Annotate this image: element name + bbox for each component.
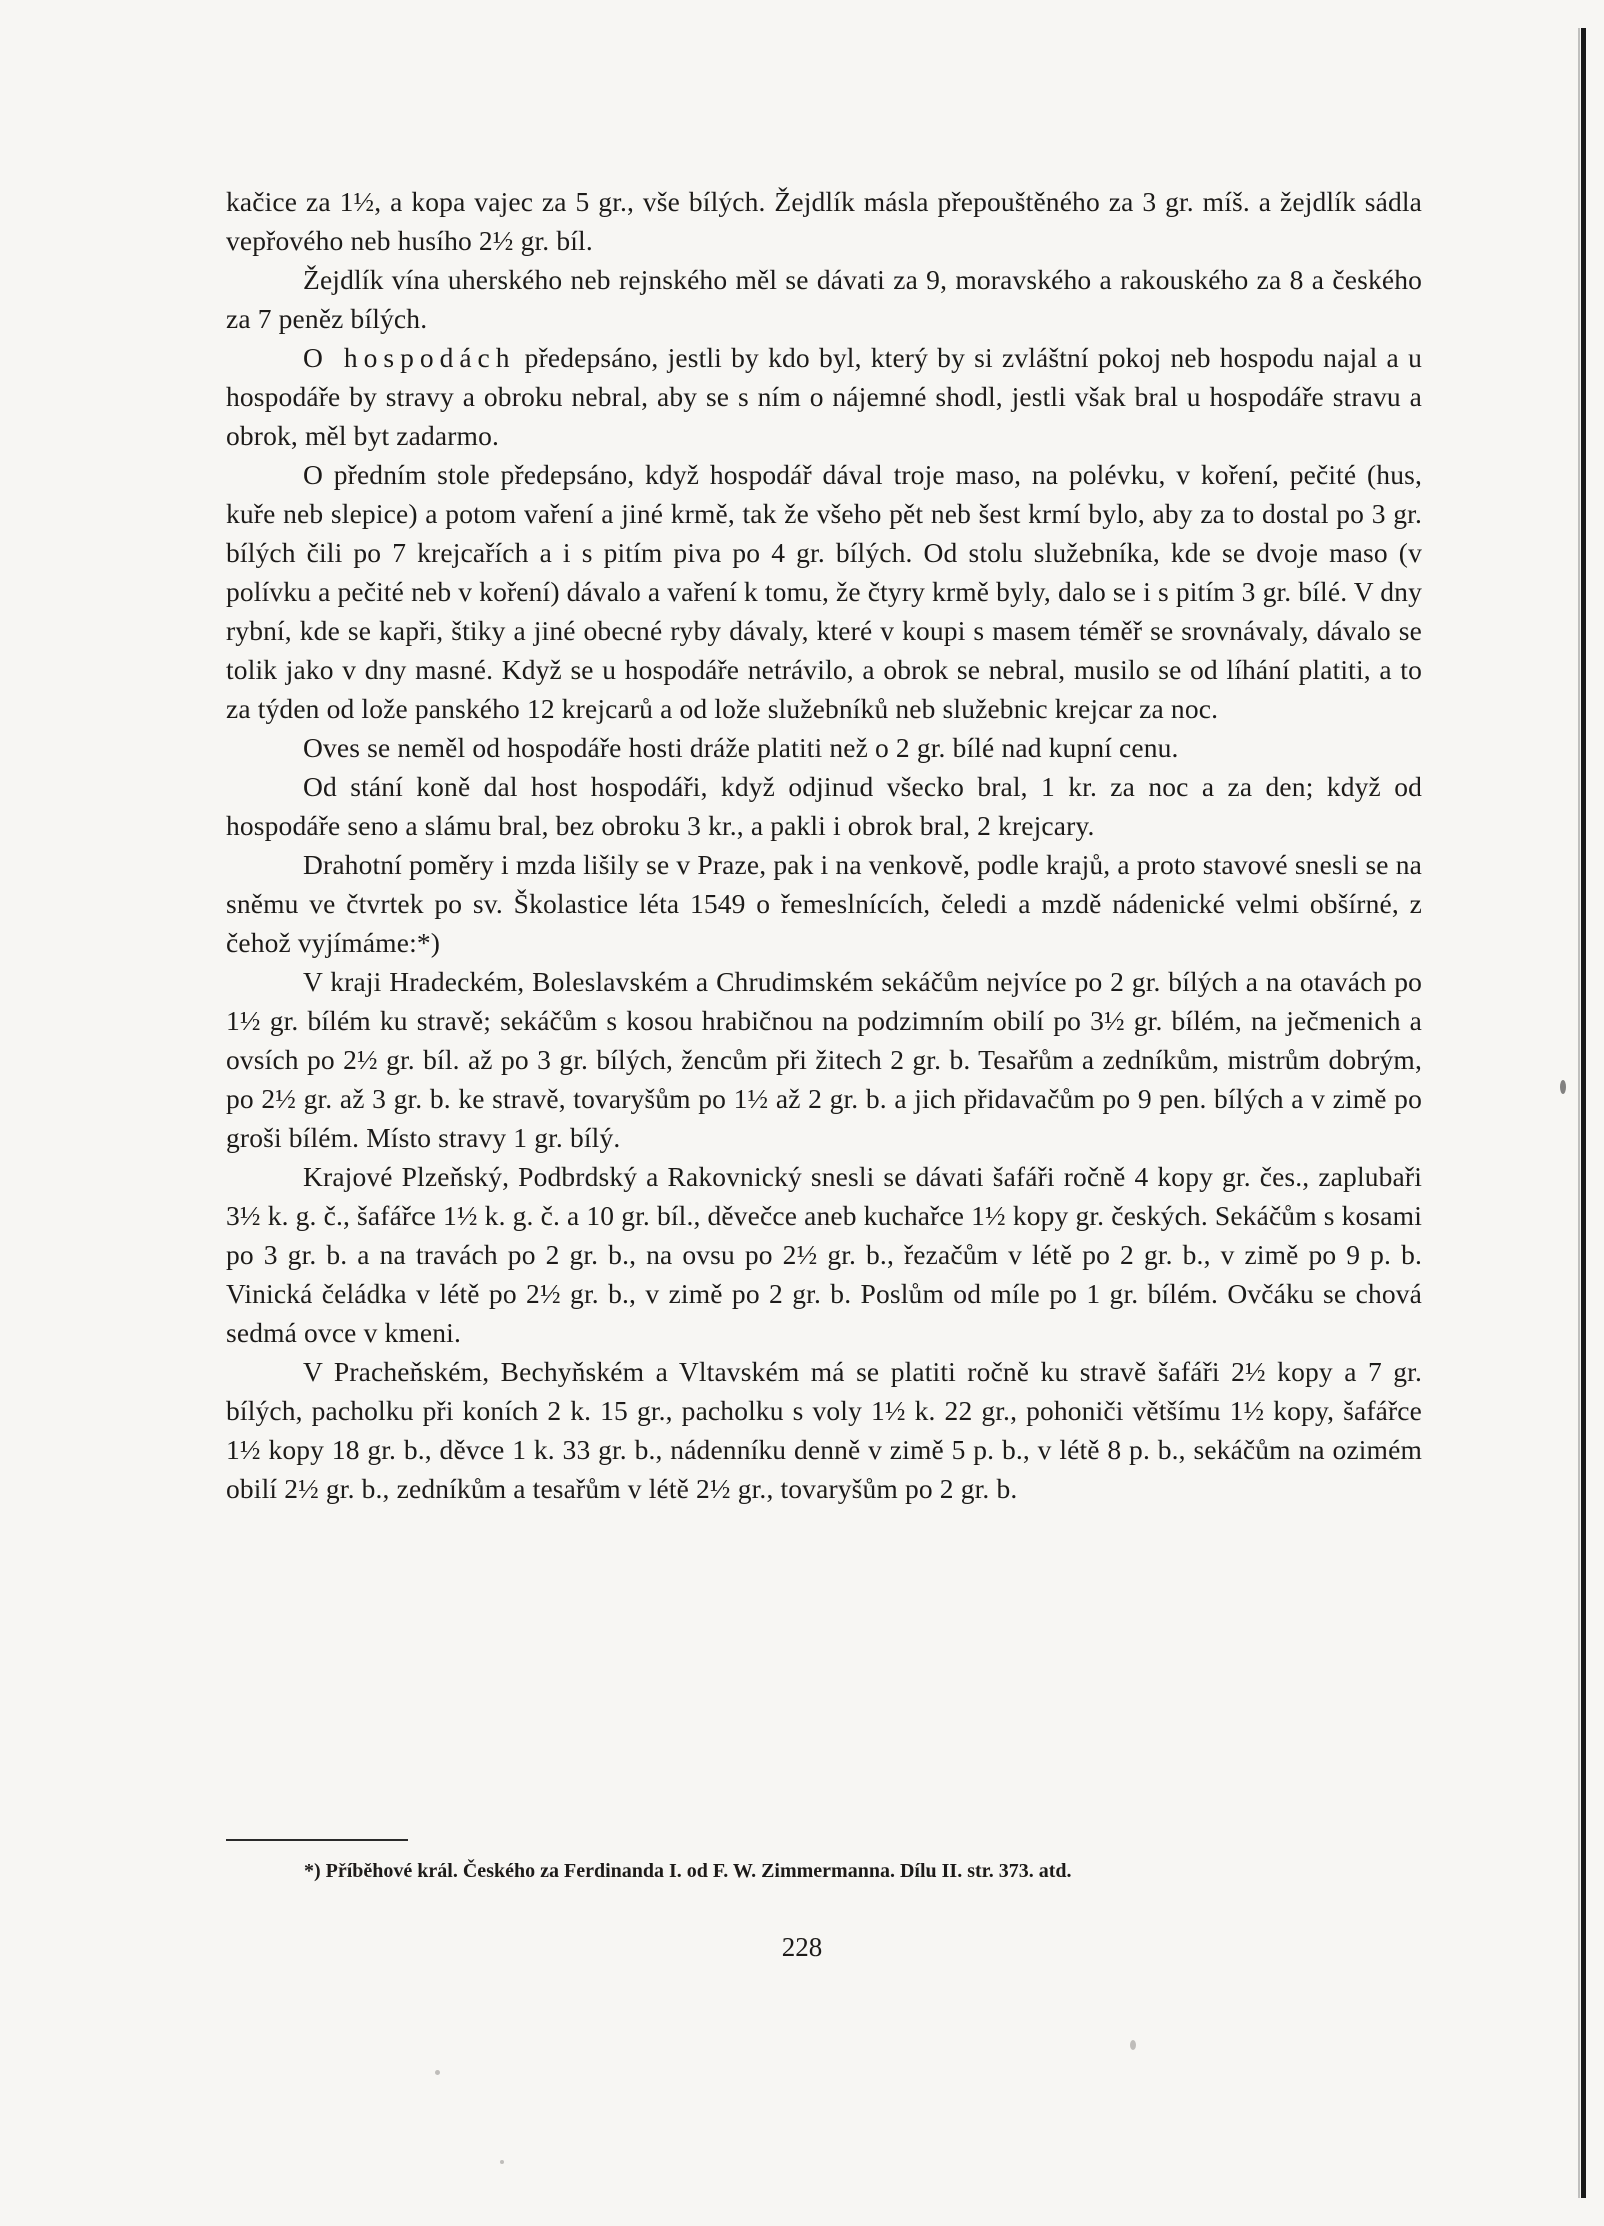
paragraph-8: V kraji Hradeckém, Boleslavském a Chrudimském sekáčům nejvíce po 2 gr. bílých a na otavách po 1½ gr. bílém ku stravě; sekáčům s kosou hrabičnou na podzimním obilí po 3½ gr. bílém, na ječmenich a ovsích po 2½ gr. bíl. až po 3 gr. bílých, žencům při žitech 2 gr. b. Tesařům a zedníkům, mistrům dobrým, po 2½ gr. až 3 gr. b. ke stravě, tovaryšům po 1½ až 2 gr. b. a jich přidavačům po 9 pen. bílých a v zimě po groši bílém. Místo stravy 1 gr. bílý. [226,966,1422,1153]
paragraph-3-rest: neb hospodu najal a u hospodáře by stravy a obroku nebral, aby se s ním o nájemné shodl, jestli však bral u hospodáře stravu a obrok, měl byt zadarmo. [226,342,1422,451]
paper-speck [435,2070,440,2075]
spaced-heading-word: O hospodách [303,342,516,373]
paper-speck [1130,2040,1136,2050]
paragraph-3-lead: předepsáno, jestli by kdo byl, který by si zvláštní pokoj [515,342,1162,373]
page-edge-shadow-line-secondary [1578,28,1580,2198]
paragraph-9: Krajové Plzeňský, Podbrdský a Rakovnický snesli se dávati šafáři ročně 4 kopy gr. čes., zaplubaři 3½ k. g. č., šafářce 1½ k. g. č. a 10 gr. bíl., děvečce aneb kuchařce 1½ kopy gr. českých. Sekáčům s kosami po 3 gr. b. a na travách po 2 gr. b., na ovsu po 2½ gr. b., řezačům v létě po 2 gr. b., v zimě po 9 p. b. Vinická čeládka v létě po 2½ gr. b., v zimě po 2 gr. b. Poslům od míle po 1 gr. bílém. Ovčáku se chová sedmá ovce v kmeni. [226,1161,1422,1348]
paragraph-2: Žejdlík vína uherského neb rejnského měl se dávati za 9, moravského a rakouského za 8 a českého za 7 peněz bílých. [226,264,1422,334]
paper-speck [1560,1080,1566,1094]
paragraph-6: Od stání koně dal host hospodáři, když odjinud všecko bral, 1 kr. za noc a za den; když od hospodáře seno a slámu bral, bez obroku 3 kr., a pakli i obrok bral, 2 krejcary. [226,771,1422,841]
paragraph-1: kačice za 1½, a kopa vajec za 5 gr., vše bílých. Žejdlík másla přepouštěného za 3 gr. míš. a žejdlík sádla vepřového neb husího 2½ gr. bíl. [226,186,1422,256]
paragraph-5: Oves se neměl od hospodáře hosti dráže platiti než o 2 gr. bílé nad kupní cenu. [303,732,1179,763]
footnote-divider [226,1839,408,1841]
page-number: 228 [781,1932,823,1962]
page-edge-shadow-line [1581,28,1586,2198]
paragraph-3 [226,338,1422,455]
paragraph-4: O předním stole předepsáno, když hospodář dával troje maso, na polévku, v koření, pečité (hus, kuře neb slepice) a potom vaření a jiné krmě, tak že všeho pět neb šest krmí bylo, aby za to dostal po 3 gr. bílých čili po 7 krejcařích a i s pitím piva po 4 gr. bílých. Od stolu služebníka, kde se dvoje maso (v polívku a pečité neb v koření) dávalo a vaření k tomu, že čtyry krmě byly, dalo se i s pitím 3 gr. bílé. V dny rybní, kde se kapři, štiky a jiné obecné ryby dávaly, které v koupi s masem téměř se srovnávaly, dávalo se tolik jako v dny masné. Když se u hospodáře netrávilo, a obrok se nebral, musilo se od líhání platiti, a to za týden od lože panského 12 krejcarů a od lože služebníků neb služebnic krejcar za noc. [226,459,1422,724]
main-text [226,182,1422,1508]
paragraph-7: Drahotní poměry i mzda lišily se v Praze, pak i na venkově, podle krajů, a proto stavové snesli se na sněmu ve čtvrtek po sv. Školastice léta 1549 o řemeslnících, čeledi a mzdě nádenické velmi obšírné, z čehož vyjímáme:*) [226,849,1422,958]
footnote: *) Příběhové král. Českého za Ferdinanda I. od F. W. Zimmermanna. Dílu II. str. 373. atd. [304,1860,1072,1882]
paper-speck [500,2160,504,2164]
paragraph-10: V Pracheňském, Bechyňském a Vltavském má se platiti ročně ku stravě šafáři 2½ kopy a 7 gr. bílých, pacholku při koních 2 k. 15 gr., pacholku s voly 1½ k. 22 gr., pohoniči většímu 1½ kopy, šafářce 1½ kopy 18 gr. b., děvce 1 k. 33 gr. b., nádenníku denně v zimě 5 p. b., v létě 8 p. b., sekáčům na ozimém obilí 2½ gr. b., zedníkům a tesařům v létě 2½ gr., tovaryšům po 2 gr. b. [226,1356,1422,1504]
